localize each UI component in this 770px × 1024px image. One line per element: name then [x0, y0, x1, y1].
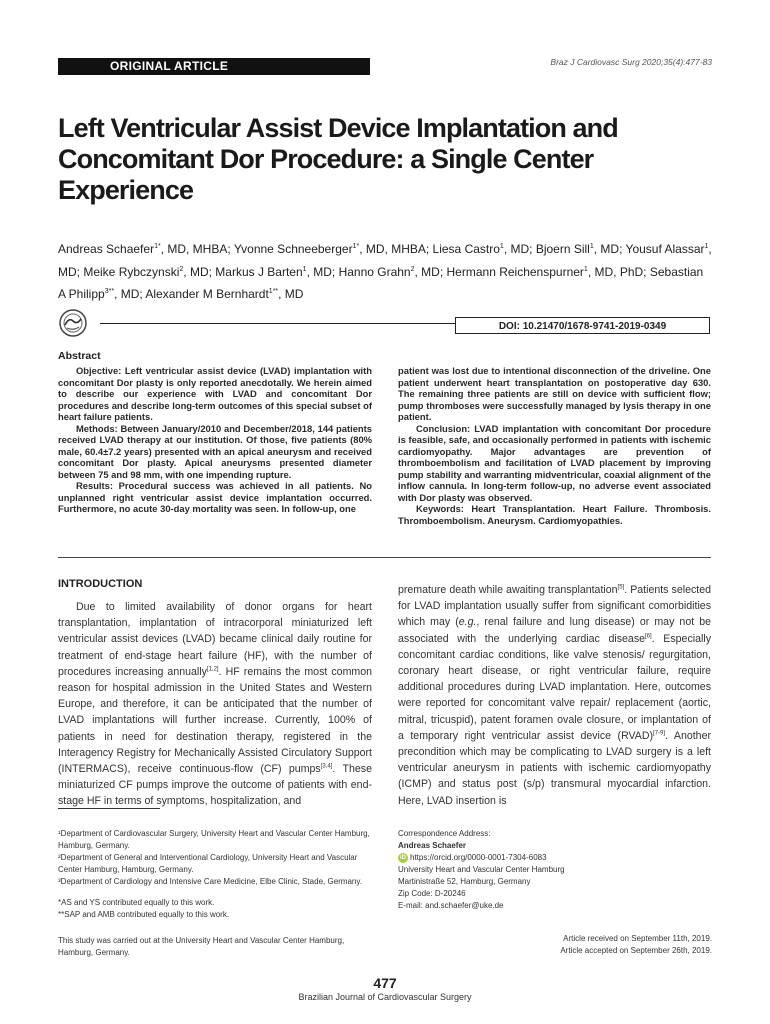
citation-ref[interactable]: [7-9] — [653, 730, 666, 737]
correspondence-email[interactable]: E-mail: and.schaefer@uke.de — [398, 901, 504, 910]
intro-paragraph-continued — [398, 582, 711, 809]
author-degrees: , MD; — [593, 242, 626, 256]
author-name: Yousuf Alassar — [625, 242, 705, 256]
author-affiliation-mark: 1 — [583, 265, 588, 273]
citation-ref[interactable]: [3,4] — [320, 763, 333, 770]
author-name: Hermann Reichenspurner — [446, 264, 584, 279]
intro-text: . Patients selected for LVAD implantation usually suffer from significant comorbidities which may ( — [398, 584, 711, 629]
author-name: Markus J Barten — [215, 264, 303, 279]
study-location-note: This study was carried out at the University Heart and Vascular Center Hamburg, Hamburg, Germany. — [58, 936, 345, 957]
author-affiliation-mark: 1 — [589, 243, 594, 250]
author-degrees: , MD; — [414, 264, 447, 279]
author-affiliation-mark: 1* — [154, 243, 161, 250]
abstract-keywords: Keywords: Heart Transplantation. Heart Failure. Thrombosis. Thromboembolism. Aneurysm. Cardiomyopathies. — [398, 503, 711, 526]
footnote-divider — [58, 808, 160, 809]
article-title: Left Ventricular Assist Device Implantation and Concomitant Dor Procedure: a Single Center Experience — [58, 113, 618, 205]
intro-text: Due to limited availability of donor organs for heart transplantation, implantation of intracorporal miniaturized left ventricular assist devices (LVAD) became clinical daily routine for treatment of end-stage heart failure (HF), with the number of procedures increasing annually — [58, 601, 372, 678]
abstract-methods: Methods: Between January/2010 and December/2018, 144 patients received LVAD therapy at our institution. Of those, five patients (80% male, 60.4±7.2 years) presented with an apical aneurysm and received concomitant Dor plasty. Apical aneurysms presented diameter between 75 and 98 mm, with one impending rupture. — [58, 422, 372, 480]
contribution-note-1: *AS and YS contributed equally to this work. — [58, 898, 215, 907]
correspondence-address-line: University Heart and Vascular Center Hamburg — [398, 865, 565, 874]
section-divider — [58, 557, 711, 558]
received-date: Article received on September 11th, 2019. — [563, 934, 712, 943]
author-degrees: , MD, MHBA; — [359, 242, 433, 256]
affiliation-2: ²Department of General and Interventional Cardiology, University Heart and Vascular Center Hamburg, Hamburg, Germany. — [58, 853, 358, 874]
orcid-link[interactable]: https://orcid.org/0000-0001-7304-6083 — [410, 853, 547, 862]
intro-text: . Another precondition which may be complicating to LVAD surgery is a left ventricular aneurysm in patients with ischemic cardiomyopathy (ICMP) and status post (s/p) transmural myocardial infarction. Here, LVAD insertion is — [398, 729, 711, 807]
author-degrees: , MD; — [58, 242, 712, 279]
article-dates — [560, 933, 712, 957]
correspondence-zip: Zip Code: D-20246 — [398, 889, 466, 898]
intro-text: . Especially concomitant cardiac conditions, like valve stenosis/ regurgitation, coronary heart disease, or right ventricular failure, require additional procedures during LVAD implantation. Here, outcomes were reported for concomitant valve repair/ replacement (aortic, mitral, tricuspid), patent foramen ovale closure, or implantation of a temporary right ventricular assist device (RVAD) — [398, 632, 711, 742]
author-affiliation-mark: 3** — [104, 288, 115, 295]
doi-divider — [100, 323, 455, 324]
orcid-line — [398, 852, 698, 864]
author-affiliation-mark: 1 — [499, 243, 504, 250]
citation-ref[interactable]: [6] — [645, 633, 652, 640]
affiliation-1: ¹Department of Cardiovascular Surgery, University Heart and Vascular Center Hamburg, Hamburg, Germany. — [58, 829, 370, 850]
correspondence-address-line: Martinistraße 52, Hamburg, Germany — [398, 877, 531, 886]
author-degrees: , MD — [278, 287, 304, 301]
author-degrees: , MD, MHBA; — [160, 242, 234, 256]
author-affiliation-mark: 1 — [704, 243, 709, 250]
journal-citation: Braz J Cardiovasc Surg 2020;35(4):477-83 — [550, 57, 712, 67]
abstract-right-column — [398, 365, 711, 526]
intro-text: . These miniaturized CF pumps improve the outcome of patients with end-stage HF in terms of symptoms, hospitalization, and — [58, 763, 372, 808]
affiliation-3: ³Department of Cardiology and Intensive Care Medicine, Elbe Clinic, Stade, Germany. — [58, 877, 362, 886]
author-name: Liesa Castro — [432, 242, 500, 256]
abstract-objective: Objective: Left ventricular assist device (LVAD) implantation with concomitant Dor plasty is only reported anecdotally. We herein aimed to describe our experience with LVAD and concomitant Dor procedures and describe long-term outcomes of this special subset of heart failure patients. — [58, 365, 372, 422]
author-degrees: , MD; — [114, 287, 146, 301]
correspondence-name: Andreas Schaefer — [398, 841, 467, 850]
citation-ref[interactable]: [1,2] — [206, 666, 219, 673]
author-name: Sebastian A Philipp — [58, 264, 704, 301]
author-degrees: , MD; — [183, 264, 216, 279]
author-name: Alexander M Bernhardt — [145, 287, 269, 301]
author-degrees: , MD; — [503, 242, 536, 256]
intro-text: . HF remains the most common reason for hospital admission in the United States and Western Europe, and therefore, it can be anticipated that the number of LVAD implantations will further increase. Currently, 100% of patients in need for destination therapy, registered in the Interagency Registry for Mechanically Assisted Circulatory Support (INTERMACS), receive continuous-flow (CF) pumps — [58, 665, 373, 776]
accepted-date: Article accepted on September 26th, 2019. — [560, 946, 712, 955]
intro-text-italic: e.g. — [458, 616, 477, 629]
author-affiliation-mark: 2 — [179, 265, 184, 273]
affiliations — [58, 828, 376, 888]
abstract-results: Results: Procedural success was achieved in all patients. No unplanned right ventricular assist device implantation occurred. Furthermore, no acute 30-day mortality was seen. In follow-up, one — [58, 480, 372, 514]
author-name: Yvonne Schneeberger — [233, 242, 353, 256]
doi-box[interactable]: DOI: 10.21470/1678-9741-2019-0349 — [455, 317, 710, 334]
article-type-banner — [58, 58, 370, 75]
author-degrees: , MD; — [306, 264, 339, 279]
author-list — [58, 237, 713, 305]
author-degrees: , MD, PhD; — [587, 264, 650, 279]
author-affiliation-mark: 1 — [302, 265, 307, 273]
author-affiliation-mark: 1* — [352, 243, 360, 250]
introduction-right-column — [398, 582, 711, 809]
article-type-label: ORIGINAL ARTICLE — [110, 59, 229, 73]
journal-logo-icon — [58, 308, 88, 338]
contribution-notes — [58, 897, 376, 921]
author-affiliation-mark: 1** — [268, 288, 279, 295]
author-name: Meike Rybczynski — [83, 264, 180, 279]
author-name: Andreas Schaefer — [58, 242, 155, 256]
page-number: 477 — [373, 975, 397, 991]
introduction-heading: INTRODUCTION — [58, 578, 143, 590]
citation-ref[interactable]: [5] — [617, 584, 625, 591]
abstract-left-column — [58, 365, 372, 515]
intro-paragraph — [58, 599, 372, 810]
abstract-heading: Abstract — [58, 350, 101, 362]
journal-name-footer: Brazilian Journal of Cardiovascular Surgery — [298, 992, 472, 1002]
correspondence-block — [398, 828, 698, 912]
abstract-conclusion: Conclusion: LVAD implantation with concomitant Dor procedure is feasible, safe, and occasionally performed in patients with ischemic cardiomyopathy. Major advantages are prevention of thromboembolism and facilitation of LVAD placement by improving pump stability and warranting midventricular, coaxial alignment of the inflow cannula. In long-term follow-up, no adverse event associated with Dor plasty was observed. — [398, 422, 711, 503]
intro-text: , renal failure and lung disease) or may not be associated with the underlying cardiac disease — [398, 616, 711, 645]
abstract-results-continued: patient was lost due to intentional disconnection of the driveline. One patient underwent heart transplantation on postoperative day 630. The remaining three patients are still on device with sufficient flow; pump thromboses were successfully managed by lysis therapy in one patient. — [398, 365, 711, 422]
contribution-note-2: **SAP and AMB contributed equally to this work. — [58, 910, 230, 919]
orcid-icon: iD — [400, 854, 406, 861]
introduction-left-column — [58, 599, 372, 810]
intro-text: premature death while awaiting transplantation — [398, 584, 618, 596]
author-name: Bjoern Sill — [535, 242, 590, 256]
author-name: Hanno Grahn — [338, 264, 411, 279]
correspondence-label: Correspondence Address: — [398, 829, 491, 838]
author-affiliation-mark: 2 — [410, 265, 415, 273]
